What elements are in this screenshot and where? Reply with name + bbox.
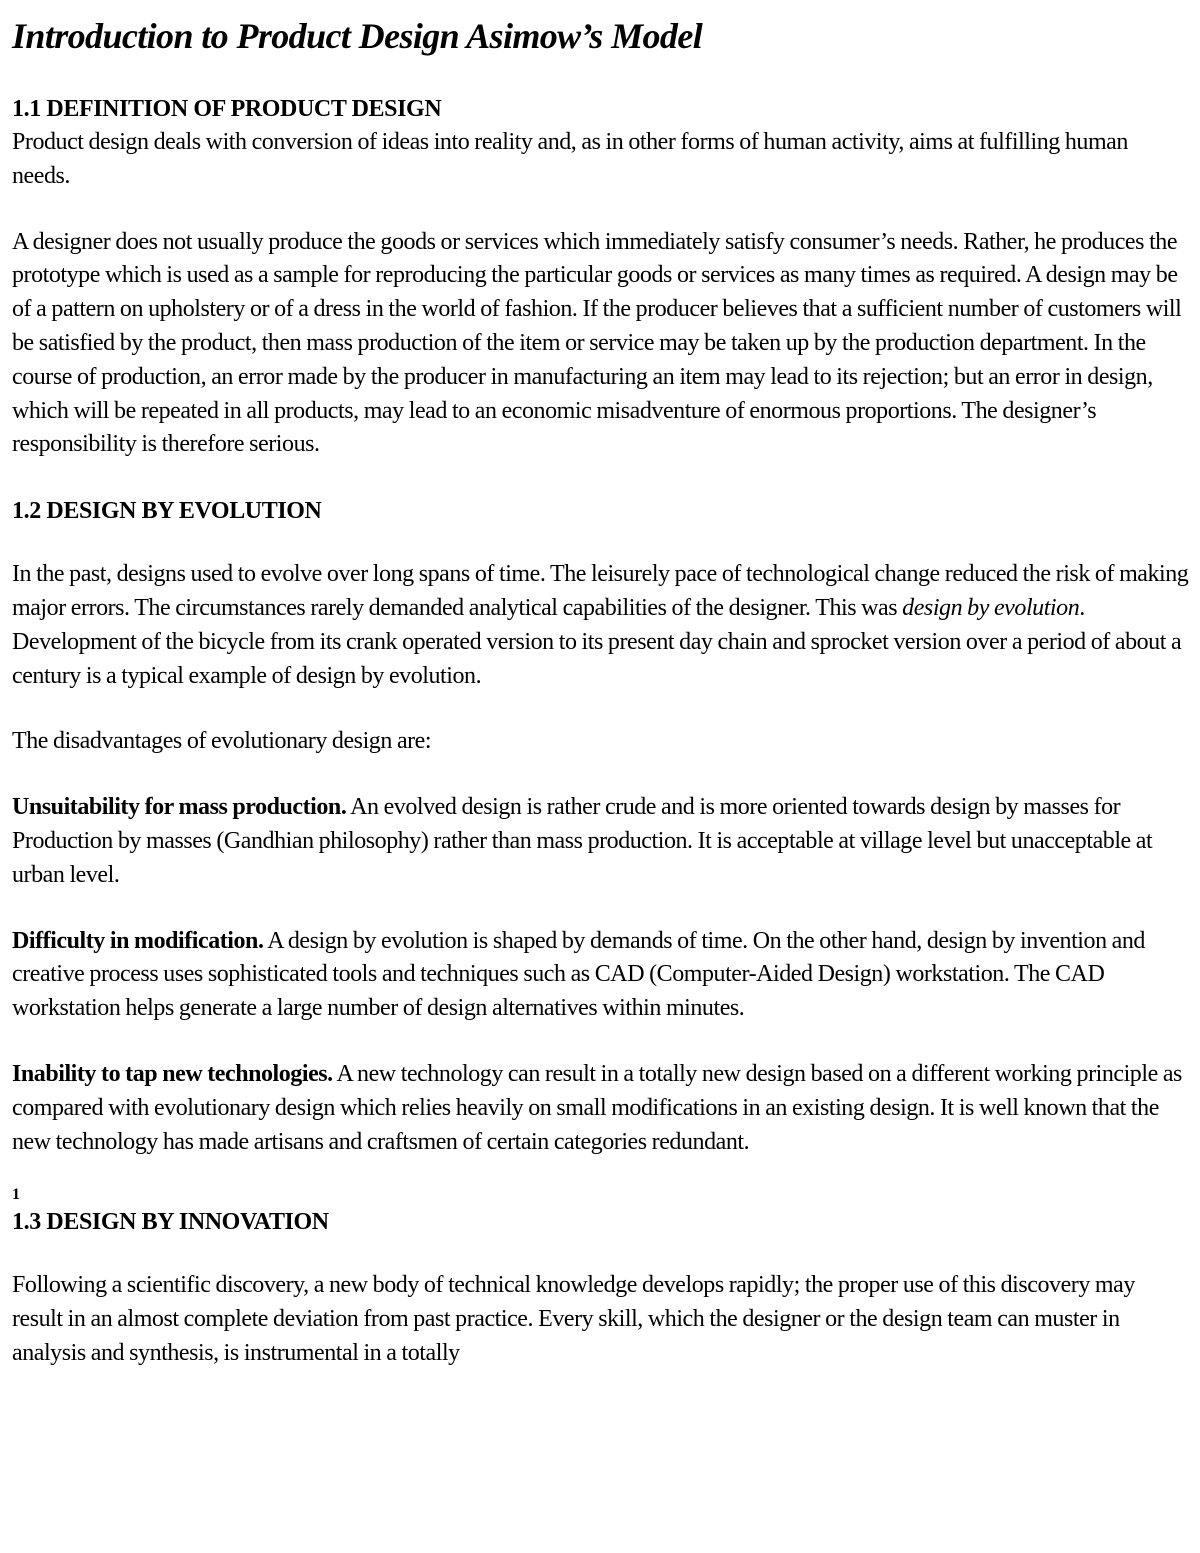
disadvantage-item-3-title: Inability to tap new technologies. [12, 1060, 333, 1087]
disadvantage-item-2-text: A design by evolution is shaped by demands of time. On the other hand, design by invention and creative process uses sophisticated tools and techniques such as CAD (Computer-Aided Design) workstation. The CAD workstation helps generate a large number of design alternatives within minutes. [12, 927, 1145, 1022]
disadvantage-item-3-text: A new technology can result in a totally new design based on a different working principle as compared with evolutionary design which relies heavily on small modifications in an existing design. It is well known that the new technology has made artisans and craftsmen of certain categories redundant. [12, 1060, 1182, 1155]
section-1-1-paragraph-1: Product design deals with conversion of ideas into reality and, as in other forms of human activity, aims at fulfilling human needs. [12, 129, 1128, 189]
disadvantage-item-3 [12, 1058, 1190, 1159]
section-1-3-paragraph-1: Following a scientific discovery, a new body of technical knowledge develops rapidly; the proper use of this discovery may result in an almost complete deviation from past practice. Every skill, which the designer or the design team can muster in analysis and synthesis, is instrumental in a totally [12, 1272, 1135, 1366]
document-title: Introduction to Product Design Asimow’s Model [12, 16, 703, 56]
disadvantage-item-2-title: Difficulty in modification. [12, 927, 264, 954]
disadvantage-item-2 [12, 925, 1190, 1026]
section-heading-1-3: 1.3 DESIGN BY INNOVATION [12, 1209, 329, 1236]
section-1-2-italic-term: design by evolution [902, 594, 1080, 621]
disadvantage-item-1-text: An evolved design is rather crude and is more oriented towards design by masses for Production by masses (Gandhian philosophy) rather than mass production. It is acceptable at village level but unacceptable at urban level. [12, 794, 1153, 888]
section-heading-1-2: 1.2 DESIGN BY EVOLUTION [12, 498, 322, 525]
page-number: 1 [12, 1186, 20, 1204]
section-1-2-paragraph-1 [12, 558, 1190, 693]
section-heading-1-1: 1.1 DEFINITION OF PRODUCT DESIGN [12, 96, 442, 122]
section-1-1-paragraph-2: A designer does not usually produce the goods or services which immediately satisfy consumer’s needs. Rather, he produces the prototype which is used as a sample for reproducing the particular goods or services as many times as required. A design may be of a pattern on upholstery or of a dress in the world of fashion. If the producer believes that a sufficient number of customers will be satisfied by the product, then mass production of the item or service may be taken up by the production department. In the course of production, an error made by the producer in manufacturing an item may lead to its rejection; but an error in design, which will be repeated in all products, may lead to an economic misadventure of enormous proportions. The designer’s responsibility is therefore serious. [12, 228, 1182, 458]
section-1-2-list-intro: The disadvantages of evolutionary design are: [12, 728, 432, 755]
disadvantage-item-1 [12, 791, 1190, 892]
disadvantage-item-1-title: Unsuitability for mass production. [12, 794, 347, 821]
section-1-2-paragraph-1-start: In the past, designs used to evolve over long spans of time. The leisurely pace of technological change reduced the risk of making major errors. The circumstances rarely demanded analytical capabilities of the designer. This was [12, 561, 1189, 621]
section-1-2-paragraph-1-end: . Development of the bicycle from its crank operated version to its present day chain and sprocket version over a period of about a century is a typical example of design by evolution. [12, 594, 1182, 689]
